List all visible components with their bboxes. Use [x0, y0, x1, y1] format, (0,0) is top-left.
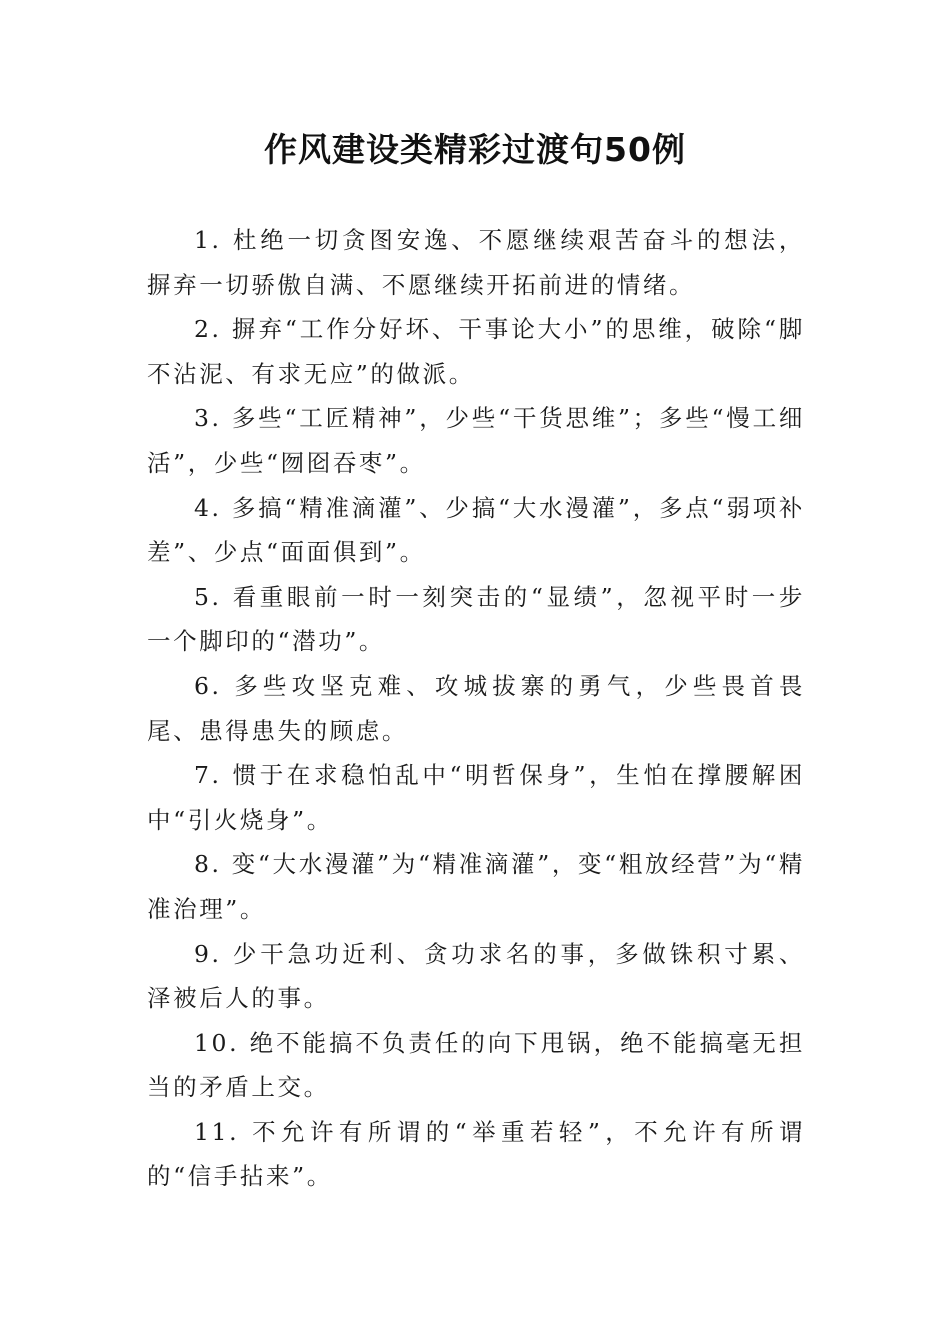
list-item: 8. 变“大水漫灌”为“精准滴灌”，变“粗放经营”为“精准治理”。: [147, 850, 805, 923]
list-item: 4. 多搞“精准滴灌”、少搞“大水漫灌”，多点“弱项补差”、少点“面面俱到”。: [147, 493, 805, 567]
list-item: 3. 多些“工匠精神”，少些“干货思维”；多些“慢工细活”，少些“囫囵吞枣”。: [147, 404, 805, 477]
list-item: 10. 绝不能搞不负责任的向下甩锅，绝不能搞毫无担当的矛盾上交。: [147, 1028, 805, 1102]
list-item: 11. 不允许有所谓的“举重若轻”，不允许有所谓的“信手拈来”。: [147, 1117, 805, 1191]
list-item: 9. 少干急功近利、贪功求名的事，多做铢积寸累、泽被后人的事。: [147, 939, 805, 1013]
list-item: 6. 多些攻坚克难、攻城拔寨的勇气，少些畏首畏尾、患得患失的顾虑。: [147, 671, 805, 745]
list-item: 1. 杜绝一切贪图安逸、不愿继续艰苦奋斗的想法，摒弃一切骄傲自满、不愿继续开拓前进的情绪。: [147, 226, 805, 299]
document-body: [147, 218, 805, 1199]
document-title: 作风建设类精彩过渡句50例: [264, 130, 686, 169]
list-item: 5. 看重眼前一时一刻突击的“显绩”，忽视平时一步一个脚印的“潜功”。: [147, 582, 805, 656]
list-item: 7. 惯于在求稳怕乱中“明哲保身”，生怕在撑腰解困中“引火烧身”。: [147, 761, 805, 834]
list-item: 2. 摒弃“工作分好坏、干事论大小”的思维，破除“脚不沾泥、有求无应”的做派。: [147, 315, 805, 388]
